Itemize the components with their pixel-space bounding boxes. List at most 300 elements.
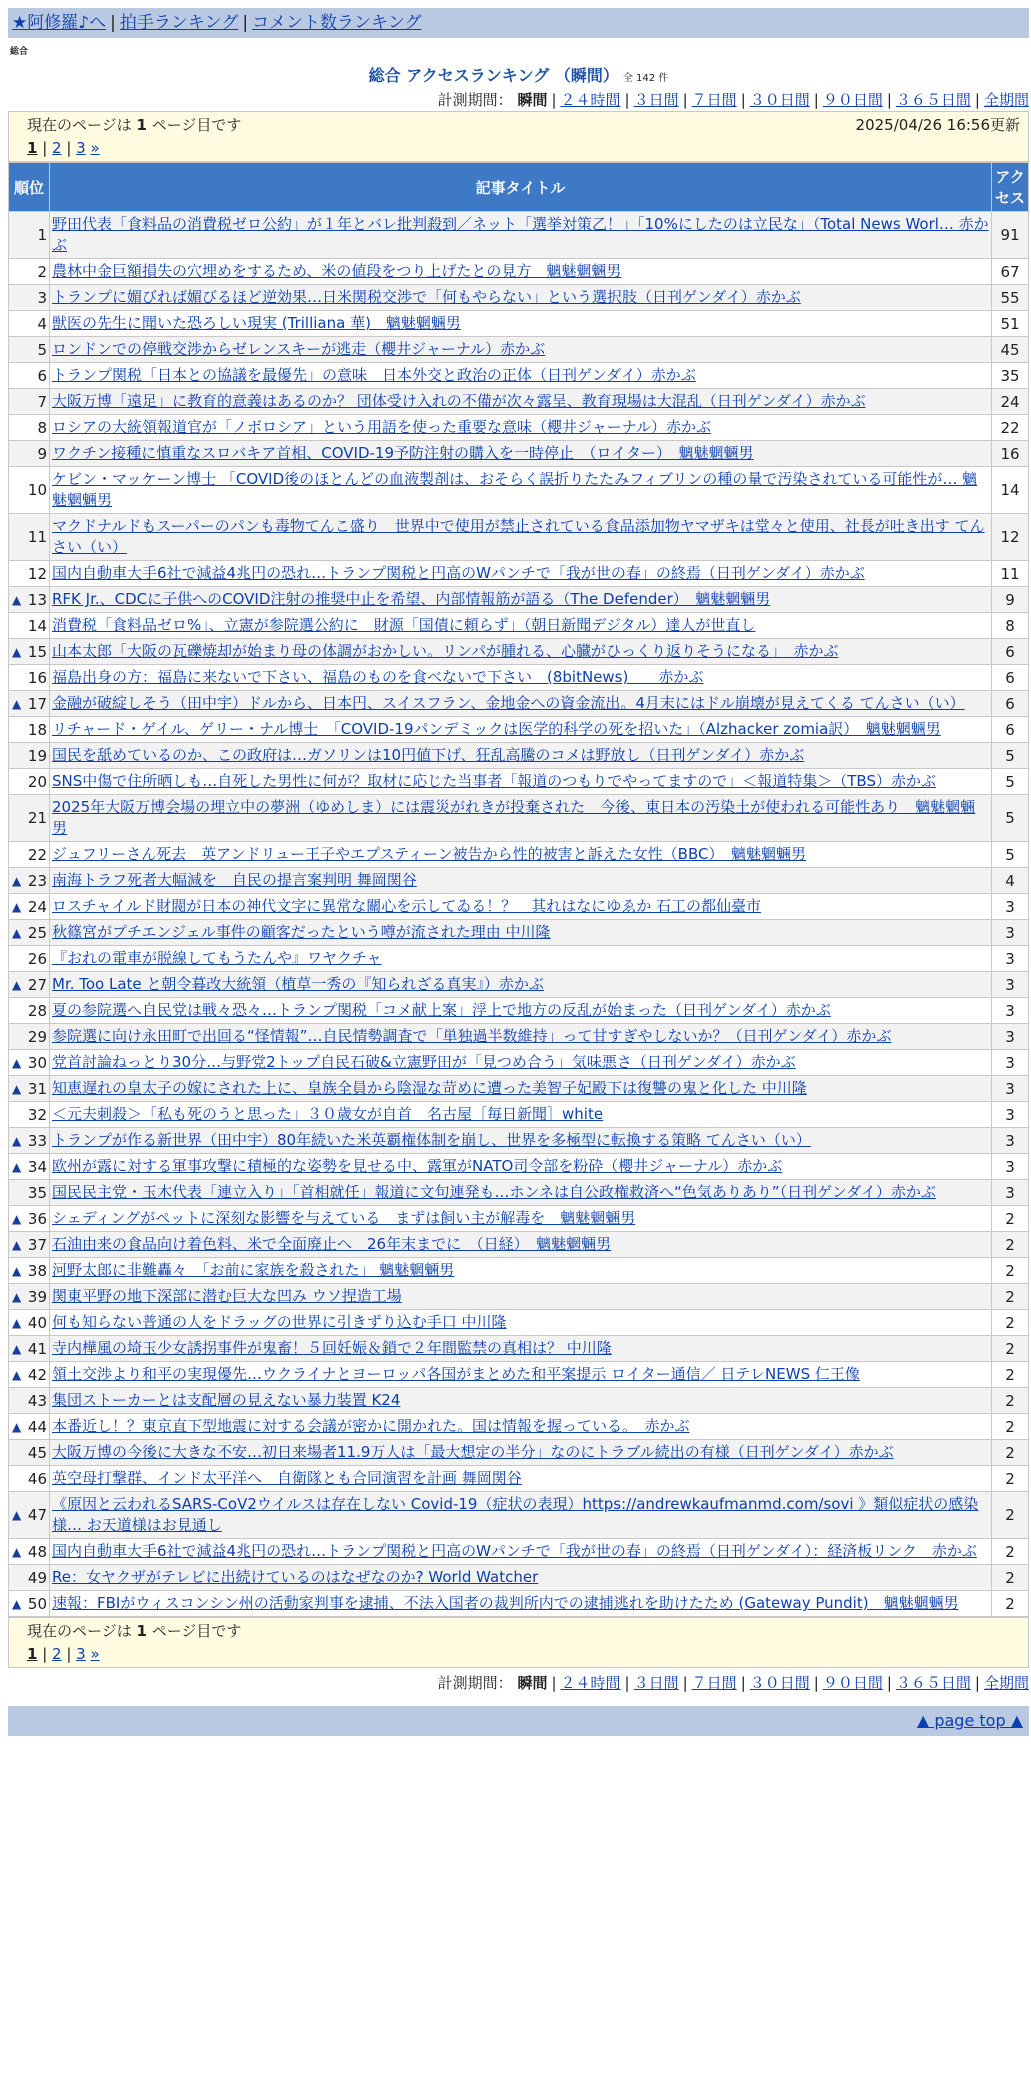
article-link[interactable]: Mr. Too Late と朝令暮改大統領（植草一秀の『知られざる真実』）赤かぶ: [52, 975, 544, 993]
header-title: 記事タイトル: [50, 163, 992, 212]
table-row: [9, 717, 1029, 743]
table-row: [9, 1591, 1029, 1617]
total-count: 全 142 件: [622, 73, 669, 84]
rank-up-icon: ▲: [12, 1055, 22, 1070]
access-count: 91: [992, 212, 1029, 259]
access-count: 3: [992, 1154, 1029, 1180]
title-cell: [50, 972, 992, 998]
title-cell: [50, 639, 992, 665]
rank-number: 34: [27, 1157, 47, 1176]
article-link[interactable]: 金融が破綻しそう（田中宇）ドルから、日本円、スイスフラン、金地金への資金流出。4月末にはドル崩壊が見えてくる てんさい（い）: [52, 694, 965, 712]
access-count: 22: [992, 415, 1029, 441]
rank-cell: [9, 1050, 50, 1076]
access-count: 8: [992, 613, 1029, 639]
title-cell: [50, 1310, 992, 1336]
title-cell: [50, 691, 992, 717]
article-link[interactable]: ジュフリーさん死去 英アンドリュー王子やエプスティーン被告から性的被害と訴えた女性（BBC） 魑魅魍魎男: [52, 845, 806, 863]
page-3-link[interactable]: 3: [76, 139, 86, 157]
rank-up-icon: ▲: [12, 1211, 22, 1226]
rank-cell: [9, 1102, 50, 1128]
period-current-bottom: 瞬間: [517, 1674, 548, 1692]
article-link[interactable]: 党首討論ねっとり30分…与野党2トップ自民石破&立憲野田が「見つめ合う」気味悪さ（日刊ゲンダイ）赤かぶ: [52, 1053, 796, 1071]
title-cell: [50, 1076, 992, 1102]
period-30d[interactable]: ３０日間: [749, 91, 810, 109]
title-cell: [50, 467, 992, 514]
table-row: [9, 868, 1029, 894]
title-cell: [50, 212, 992, 259]
article-link[interactable]: 国民を舐めているのか、この政府は…ガソリンは10円値下げ、狂乱高騰のコメは野放し（日刊ゲンダイ）赤かぶ: [52, 746, 805, 764]
rank-up-icon: ▲: [12, 1289, 22, 1304]
next-page-link[interactable]: »: [90, 139, 100, 157]
nav-link-clap-ranking[interactable]: 拍手ランキング: [119, 13, 239, 33]
rank-up-icon: ▲: [12, 592, 22, 607]
table-row: [9, 514, 1029, 561]
article-link[interactable]: 何も知らない普通の人をドラッグの世界に引きずり込む手口 中川隆: [52, 1313, 507, 1331]
rank-cell: [9, 285, 50, 311]
access-count: 2: [992, 1466, 1029, 1492]
rank-up-icon: ▲: [12, 644, 22, 659]
table-row: [9, 1362, 1029, 1388]
rank-number: 2: [37, 262, 47, 281]
category-label: 総合: [10, 47, 29, 57]
rank-cell: [9, 259, 50, 285]
access-count: 2: [992, 1258, 1029, 1284]
article-link[interactable]: 英空母打撃群、インド太平洋へ 自衛隊とも合同演習を計画 舞岡関谷: [52, 1469, 522, 1487]
access-count: 3: [992, 1128, 1029, 1154]
rank-cell: [9, 441, 50, 467]
article-link[interactable]: 国内自動車大手6社で減益4兆円の恐れ…トランプ関税と円高のWパンチで「我が世の春」の終焉（日刊ゲンダイ）赤かぶ: [52, 564, 865, 582]
rank-number: 27: [27, 975, 47, 994]
pagination-bottom: 1 | 2 | 3 »: [27, 1645, 100, 1663]
rank-number: 8: [37, 418, 47, 437]
table-row: [9, 998, 1029, 1024]
rank-number: 18: [27, 720, 47, 739]
article-link[interactable]: SNS中傷で住所晒しも…自死した男性に何が？取材に応じた当事者「報道のつもりでやってますので」＜報道特集＞（TBS）赤かぶ: [52, 772, 936, 790]
title-cell: [50, 1128, 992, 1154]
access-count: 2: [992, 1539, 1029, 1565]
table-row: [9, 1310, 1029, 1336]
rank-up-icon: ▲: [12, 977, 22, 992]
title-cell: [50, 1154, 992, 1180]
article-link[interactable]: RFK Jr.、CDCに子供へのCOVID注射の推奨中止を希望、内部情報筋が語る（The Defender） 魑魅魍魎男: [52, 590, 771, 608]
article-link[interactable]: 南海トラフ死者大幅減を 自民の提言案判明 舞岡関谷: [52, 871, 417, 889]
article-link[interactable]: 寺内樺風の埼玉少女誘拐事件が鬼畜！５回妊娠＆鎖で２年間監禁の真相は？ 中川隆: [52, 1339, 612, 1357]
rank-number: 19: [27, 746, 47, 765]
rank-up-icon: ▲: [12, 899, 22, 914]
access-count: 2: [992, 1310, 1029, 1336]
header-rank: 順位: [9, 163, 50, 212]
rank-cell: [9, 389, 50, 415]
title-cell: [50, 1102, 992, 1128]
rank-cell: [9, 415, 50, 441]
period-24h-bottom[interactable]: ２４時間: [560, 1674, 621, 1692]
article-link[interactable]: 速報：FBIがウィスコンシン州の活動家判事を逮捕、不法入国者の裁判所内での逮捕逃れを助けたため (Gateway Pundit) 魑魅魍魎男: [52, 1594, 959, 1612]
rank-number: 16: [27, 668, 47, 687]
table-row: [9, 1024, 1029, 1050]
table-row: [9, 337, 1029, 363]
period-90d[interactable]: ９０日間: [822, 91, 883, 109]
rank-number: 23: [27, 871, 47, 890]
table-row: [9, 1154, 1029, 1180]
title-cell: [50, 795, 992, 842]
rank-cell: [9, 795, 50, 842]
period-all-bottom[interactable]: 全期間: [983, 1674, 1029, 1692]
table-row: [9, 894, 1029, 920]
ranking-table: [8, 162, 1029, 1617]
access-count: 6: [992, 717, 1029, 743]
rank-number: 40: [27, 1313, 47, 1332]
table-row: [9, 769, 1029, 795]
title-cell: [50, 1388, 992, 1414]
rank-number: 30: [27, 1053, 47, 1072]
rank-number: 49: [27, 1568, 47, 1587]
rank-number: 50: [27, 1594, 47, 1613]
access-count: 24: [992, 389, 1029, 415]
article-link[interactable]: 集団ストーカーとは支配層の見えない暴力装置 K24: [52, 1391, 401, 1409]
article-link[interactable]: 欧州が露に対する軍事攻撃に積極的な姿勢を見せる中、露軍がNATO司令部を粉砕（櫻井ジャーナル）赤かぶ: [52, 1157, 783, 1175]
title-cell: [50, 1206, 992, 1232]
period-3d[interactable]: ３日間: [633, 91, 679, 109]
article-link[interactable]: 本番近し！？東京直下型地震に対する会議が密かに開かれた。国は情報を握っている。 赤かぶ: [52, 1417, 690, 1435]
table-row: [9, 1388, 1029, 1414]
title-cell: [50, 285, 992, 311]
article-link[interactable]: 『おれの電車が脱線してもうたんや』ワヤクチャ: [52, 949, 382, 967]
article-link[interactable]: ロシアの大統領報道官が「ノボロシア」という用語を使った重要な意味（櫻井ジャーナル）赤かぶ: [52, 418, 711, 436]
article-link[interactable]: 獣医の先生に聞いた恐ろしい現実 (Trilliana 華) 魑魅魍魎男: [52, 314, 461, 332]
access-count: 6: [992, 665, 1029, 691]
rank-cell: [9, 1492, 50, 1539]
access-count: 67: [992, 259, 1029, 285]
rank-up-icon: ▲: [12, 1341, 22, 1356]
table-row: [9, 743, 1029, 769]
article-link[interactable]: 参院選に向け永田町で出回る“怪情報”…自民情勢調査で「単独過半数維持」って甘すぎやしないか？（日刊ゲンダイ）赤かぶ: [52, 1027, 892, 1045]
table-row: [9, 920, 1029, 946]
title-cell: [50, 842, 992, 868]
rank-number: 11: [27, 528, 47, 546]
access-count: 11: [992, 561, 1029, 587]
title-cell: [50, 1440, 992, 1466]
rank-cell: [9, 1440, 50, 1466]
article-link[interactable]: トランプ関税「日本との協議を最優先」の意味 日本外交と政治の正体（日刊ゲンダイ）赤かぶ: [52, 366, 696, 384]
article-link[interactable]: シェディングがペットに深刻な影響を与えている まずは飼い主が解毒を 魑魅魍魎男: [52, 1209, 636, 1227]
article-link[interactable]: 領土交渉より和平の実現優先…ウクライナとヨーロッパ各国がまとめた和平案提示 ロイター通信／ 日テレNEWS 仁王像: [52, 1365, 860, 1383]
rank-cell: [9, 946, 50, 972]
period-7d-bottom[interactable]: ７日間: [691, 1674, 737, 1692]
table-row: [9, 1336, 1029, 1362]
table-row: [9, 665, 1029, 691]
title-cell: [50, 743, 992, 769]
rank-number: 38: [27, 1261, 47, 1280]
title-cell: [50, 1232, 992, 1258]
rank-number: 37: [27, 1235, 47, 1254]
access-count: 2: [992, 1388, 1029, 1414]
table-row: [9, 441, 1029, 467]
rank-number: 14: [27, 616, 47, 635]
rank-cell: [9, 842, 50, 868]
article-link[interactable]: ケビン・マッケーン博士 「COVID後のほとんどの血液製剤は、おそらく誤折りたたみフィブリンの種の量で汚染されている可能性が… 魑魅魍魎男: [52, 470, 978, 509]
title-cell: [50, 561, 992, 587]
rank-number: 3: [37, 288, 47, 307]
title-cell: [50, 665, 992, 691]
title-cell: [50, 1539, 992, 1565]
article-link[interactable]: ワクチン接種に慎重なスロバキア首相、COVID-19予防注射の購入を一時停止 （ロイター） 魑魅魍魎男: [52, 444, 754, 462]
rank-cell: [9, 613, 50, 639]
period-90d-bottom[interactable]: ９０日間: [822, 1674, 883, 1692]
rank-cell: [9, 1232, 50, 1258]
table-row: [9, 1076, 1029, 1102]
title-cell: [50, 1336, 992, 1362]
page-2-link[interactable]: 2: [52, 139, 62, 157]
article-link[interactable]: ロスチャイルド財閥が日本の神代文字に異常な關心を示してゐる！？ 其れはなにゆゑか 石工の都仙臺市: [52, 897, 762, 915]
rank-cell: [9, 1180, 50, 1206]
rank-cell: [9, 514, 50, 561]
rank-cell: [9, 1076, 50, 1102]
table-row: [9, 1440, 1029, 1466]
article-link[interactable]: 国内自動車大手6社で減益4兆円の恐れ…トランプ関税と円高のWパンチで「我が世の春」の終焉（日刊ゲンダイ）：経済板リンク 赤かぶ: [52, 1542, 977, 1560]
access-count: 2: [992, 1492, 1029, 1539]
table-row: [9, 946, 1029, 972]
access-count: 2: [992, 1206, 1029, 1232]
rank-number: 41: [27, 1339, 47, 1358]
period-all[interactable]: 全期間: [983, 91, 1029, 109]
rank-number: 39: [27, 1287, 47, 1306]
rank-number: 13: [27, 590, 47, 609]
rank-up-icon: ▲: [12, 1315, 22, 1330]
table-row: [9, 212, 1029, 259]
rank-up-icon: ▲: [12, 1544, 22, 1559]
rank-number: 47: [27, 1506, 47, 1524]
title-cell: [50, 946, 992, 972]
article-link[interactable]: 河野太郎に非難轟々 「お前に家族を殺された」 魑魅魍魎男: [52, 1261, 455, 1279]
article-link[interactable]: 知恵遅れの皇太子の嫁にされた上に、皇族全員から陰湿な苛めに遭った美智子妃殿下は復讐の鬼と化した 中川隆: [52, 1079, 807, 1097]
rank-cell: [9, 1362, 50, 1388]
next-page-link-bottom[interactable]: »: [90, 1645, 100, 1663]
title-cell: [50, 389, 992, 415]
rank-cell: [9, 1258, 50, 1284]
rank-up-icon: ▲: [12, 1133, 22, 1148]
rank-up-icon: ▲: [12, 1508, 22, 1522]
table-row: [9, 972, 1029, 998]
access-count: 5: [992, 842, 1029, 868]
rank-up-icon: ▲: [12, 925, 22, 940]
period-365d-bottom[interactable]: ３６５日間: [895, 1674, 971, 1692]
table-row: [9, 795, 1029, 842]
rank-cell: [9, 691, 50, 717]
access-count: 3: [992, 894, 1029, 920]
access-count: 5: [992, 795, 1029, 842]
rank-cell: [9, 587, 50, 613]
rank-number: 31: [27, 1079, 47, 1098]
access-count: 2: [992, 1565, 1029, 1591]
rank-up-icon: ▲: [12, 696, 22, 711]
period-selector-bottom: 計測期間： 瞬間 | ２４時間 | ３日間 | ７日間 | ３０日間 | ９０日間 | ３６５日間 | 全期間: [437, 1674, 1029, 1692]
page-title: 総合 アクセスランキング （瞬間）: [368, 66, 619, 85]
rank-number: 21: [27, 809, 47, 827]
page-top-link[interactable]: ▲ page top ▲: [916, 1711, 1023, 1730]
rank-cell: [9, 1128, 50, 1154]
rank-number: 33: [27, 1131, 47, 1150]
rank-number: 20: [27, 772, 47, 791]
article-link[interactable]: 石油由来の食品向け着色料、米で全面廃止へ 26年末までに （日経） 魑魅魍魎男: [52, 1235, 612, 1253]
access-count: 3: [992, 920, 1029, 946]
period-7d[interactable]: ７日間: [691, 91, 737, 109]
article-link[interactable]: マクドナルドもスーパーのパンも毒物てんこ盛り 世界中で使用が禁止されている食品添加物ヤマザキは堂々と使用、社長が吐き出す てんさい（い）: [52, 517, 985, 556]
rank-cell: [9, 212, 50, 259]
title-cell: [50, 1414, 992, 1440]
table-row: [9, 1206, 1029, 1232]
table-row: [9, 285, 1029, 311]
period-365d[interactable]: ３６５日間: [895, 91, 971, 109]
access-count: 4: [992, 868, 1029, 894]
title-cell: [50, 311, 992, 337]
nav-link-asyura[interactable]: ★阿修羅♪へ: [12, 13, 107, 33]
title-cell: [50, 894, 992, 920]
rank-cell: [9, 311, 50, 337]
table-row: [9, 259, 1029, 285]
rank-number: 25: [27, 923, 47, 942]
table-row: [9, 1539, 1029, 1565]
title-cell: [50, 363, 992, 389]
title-cell: [50, 337, 992, 363]
table-row: [9, 1050, 1029, 1076]
article-link[interactable]: Re：女ヤクザがテレビに出続けているのはなぜなのか? World Watcher: [52, 1568, 539, 1586]
article-link[interactable]: ＜元夫刺殺＞「私も死のうと思った」３０歳女が自首 名古屋［毎日新聞］white: [52, 1105, 604, 1123]
rank-cell: [9, 1336, 50, 1362]
page-1-current: 1: [27, 139, 38, 157]
rank-number: 43: [27, 1391, 47, 1410]
pagination-top: 1 | 2 | 3 »: [27, 139, 100, 157]
table-row: [9, 639, 1029, 665]
table-row: [9, 691, 1029, 717]
rank-cell: [9, 1284, 50, 1310]
title-cell: [50, 1492, 992, 1539]
table-row: [9, 613, 1029, 639]
period-current: 瞬間: [517, 91, 548, 109]
rank-up-icon: ▲: [12, 1081, 22, 1096]
page-2-link-bottom[interactable]: 2: [52, 1645, 62, 1663]
rank-cell: [9, 337, 50, 363]
access-count: 2: [992, 1440, 1029, 1466]
article-link[interactable]: 夏の参院選へ自民党は戦々恐々…トランプ関税「コメ献上案」浮上で地方の反乱が始まった（日刊ゲンダイ）赤かぶ: [52, 1001, 831, 1019]
article-link[interactable]: 消費税「食料品ゼロ%」、立憲が参院選公約に 財源「国債に頼らず」（朝日新聞デジタル）達人が世直し: [52, 616, 756, 634]
header-access: アクセス: [992, 163, 1029, 212]
access-count: 5: [992, 743, 1029, 769]
rank-number: 6: [37, 366, 47, 385]
page-3-link-bottom[interactable]: 3: [76, 1645, 86, 1663]
table-row: [9, 1414, 1029, 1440]
table-row: [9, 1466, 1029, 1492]
access-count: 3: [992, 998, 1029, 1024]
article-link[interactable]: トランプが作る新世界（田中宇）80年続いた米英覇権体制を崩し、世界を多極型に転換する策略 てんさい（い）: [52, 1131, 811, 1149]
article-link[interactable]: 山本太郎「大阪の瓦礫焼却が始まり母の体調がおかしい。リンパが腫れる、心臓がひっくり返りそうになる」 赤かぶ: [52, 642, 839, 660]
table-row: [9, 311, 1029, 337]
table-row: [9, 842, 1029, 868]
rank-up-icon: ▲: [12, 1419, 22, 1434]
table-row: [9, 1128, 1029, 1154]
rank-cell: [9, 998, 50, 1024]
rank-cell: [9, 1466, 50, 1492]
title-cell: [50, 1466, 992, 1492]
access-count: 3: [992, 1180, 1029, 1206]
title-cell: [50, 717, 992, 743]
article-link[interactable]: ロンドンでの停戦交渉からゼレンスキーが逃走（櫻井ジャーナル）赤かぶ: [52, 340, 546, 358]
period-3d-bottom[interactable]: ３日間: [633, 1674, 679, 1692]
access-count: 14: [992, 467, 1029, 514]
rank-up-icon: ▲: [12, 1596, 22, 1611]
rank-up-icon: ▲: [12, 1263, 22, 1278]
access-count: 9: [992, 587, 1029, 613]
page-info-top: [8, 111, 1029, 162]
ranking-title-bar: [8, 63, 1029, 87]
article-link[interactable]: トランプに媚びれば媚びるほど逆効果…日米関税交渉で「何もやらない」という選択肢（日刊ゲンダイ）赤かぶ: [52, 288, 801, 306]
rank-up-icon: ▲: [12, 1367, 22, 1382]
access-count: 45: [992, 337, 1029, 363]
article-link[interactable]: 秋篠宮がプチエンジェル事件の顧客だったという噂が流された理由 中川隆: [52, 923, 551, 941]
article-link[interactable]: 2025年大阪万博会場の埋立中の夢洲（ゆめしま）には震災がれきが投棄された 今後、東日本の汚染土が使われる可能性あり 魑魅魍魎男: [52, 798, 976, 837]
article-link[interactable]: 大阪万博「遠足」に教育的意義はあるのか？ 団体受け入れの不備が次々露呈、教育現場は大混乱（日刊ゲンダイ）赤かぶ: [52, 392, 866, 410]
access-count: 2: [992, 1284, 1029, 1310]
rank-number: 1: [37, 226, 47, 244]
article-link[interactable]: 国民民主党・玉木代表「連立入り」「首相就任」報道に文句連発も…ホンネは自公政権救済へ“色気ありあり”（日刊ゲンダイ）赤かぶ: [52, 1183, 936, 1201]
access-count: 3: [992, 1102, 1029, 1128]
access-count: 3: [992, 946, 1029, 972]
title-cell: [50, 1565, 992, 1591]
article-link[interactable]: 福島出身の方：福島に来ないで下さい、福島のものを食べないで下さい (8bitNews) 赤かぶ: [52, 668, 704, 686]
article-link[interactable]: 関東平野の地下深部に潜む巨大な凹み ウソ捏造工場: [52, 1287, 402, 1305]
title-cell: [50, 998, 992, 1024]
article-link[interactable]: 農林中金巨額損失の穴埋めをするため、米の値段をつり上げたとの見方 魑魅魍魎男: [52, 262, 622, 280]
table-row: [9, 1565, 1029, 1591]
rank-cell: [9, 1591, 50, 1617]
rank-number: 7: [37, 392, 47, 411]
title-cell: [50, 1284, 992, 1310]
title-cell: [50, 259, 992, 285]
rank-number: 46: [27, 1469, 47, 1488]
table-row: [9, 1258, 1029, 1284]
rank-number: 15: [27, 642, 47, 661]
rank-up-icon: ▲: [12, 873, 22, 888]
rank-number: 22: [27, 845, 47, 864]
table-row: [9, 1284, 1029, 1310]
rank-cell: [9, 1388, 50, 1414]
article-link[interactable]: リチャード・ゲイル、ゲリー・ナル博士 「COVID-19パンデミックは医学的科学の死を招いた」（Alzhacker zomia訳） 魑魅魍魎男: [52, 720, 941, 738]
title-cell: [50, 587, 992, 613]
title-cell: [50, 1591, 992, 1617]
table-row: [9, 415, 1029, 441]
rank-cell: [9, 1565, 50, 1591]
article-link[interactable]: 《原因と云われるSARS-CoV2ウイルスは存在しない Covid-19（症状の表現）https://andrewkaufmanmd.com/sovi 》類似症状の感染様… お天道様はお見通し: [52, 1495, 979, 1534]
rank-cell: [9, 363, 50, 389]
rank-number: 12: [27, 564, 47, 583]
table-row: [9, 1180, 1029, 1206]
page-1-current-bottom: 1: [27, 1645, 38, 1663]
rank-up-icon: ▲: [12, 1237, 22, 1252]
title-cell: [50, 868, 992, 894]
rank-cell: [9, 717, 50, 743]
period-24h[interactable]: ２４時間: [560, 91, 621, 109]
access-count: 6: [992, 639, 1029, 665]
access-count: 35: [992, 363, 1029, 389]
period-30d-bottom[interactable]: ３０日間: [749, 1674, 810, 1692]
access-count: 3: [992, 972, 1029, 998]
article-link[interactable]: 野田代表「食料品の消費税ゼロ公約」が１年とバレ批判殺到／ネット「選挙対策乙！」「10%にしたのは立民な」（Total News Worl… 赤かぶ: [52, 215, 989, 254]
nav-link-comment-ranking[interactable]: コメント数ランキング: [252, 13, 422, 33]
access-count: 3: [992, 1050, 1029, 1076]
access-count: 12: [992, 514, 1029, 561]
rank-number: 35: [27, 1183, 47, 1202]
article-link[interactable]: 大阪万博の今後に大きな不安…初日来場者11.9万人は「最大想定の半分」なのにトラブル続出の有様（日刊ゲンダイ）赤かぶ: [52, 1443, 894, 1461]
rank-cell: [9, 894, 50, 920]
